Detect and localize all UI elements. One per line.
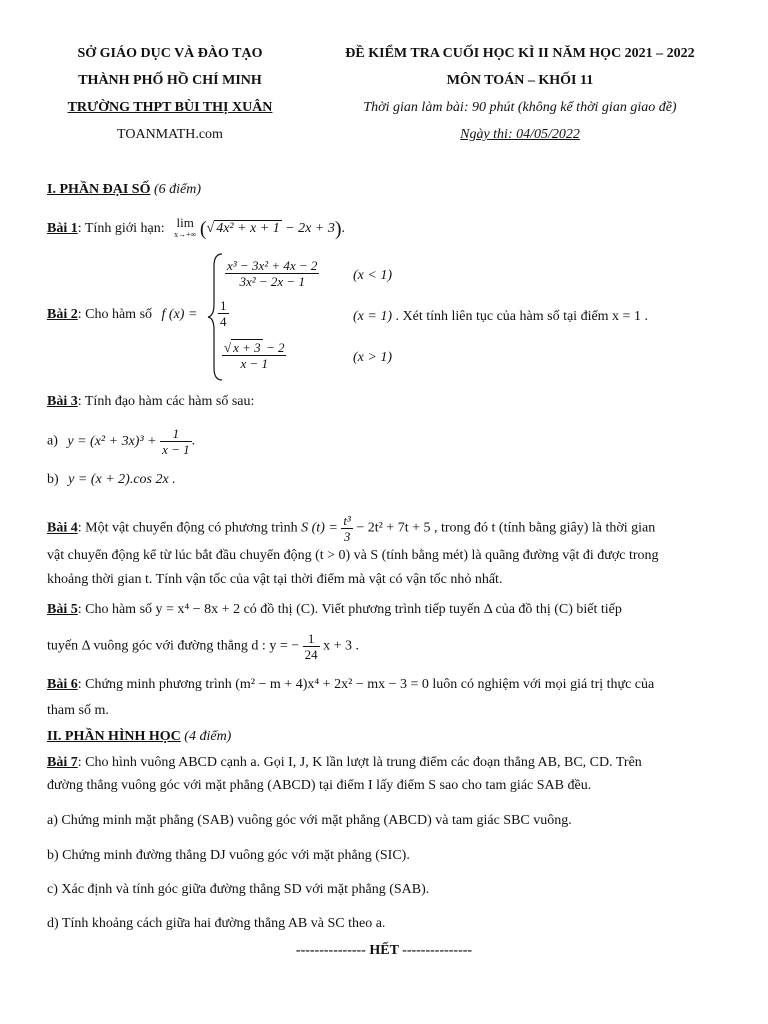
problem-3-text: : Tính đạo hàm các hàm số sau: bbox=[77, 394, 255, 409]
case-2-line bbox=[353, 307, 733, 327]
case-1-denominator: 3x² − 2x − 1 bbox=[239, 274, 305, 289]
case-3-condition: (x > 1) bbox=[353, 350, 392, 365]
problem-5-line-1 bbox=[47, 600, 727, 620]
source-site: TOANMATH.com bbox=[117, 127, 223, 142]
case-3-fraction: $\frac{√ x + 3 - 2}{x - 1}$ bbox=[224, 340, 285, 371]
part1-title: I. PHẦN ĐẠI SỐ bbox=[47, 182, 151, 197]
case-1-fraction bbox=[225, 258, 319, 289]
problem-7-line-2: đường thẳng vuông góc với mặt phẳng (ABCD) tại điểm I lấy điểm S sao cho tam giác SAB đều. bbox=[47, 778, 592, 793]
problem-3a-expr: y = (x² + 3x)³ + bbox=[67, 433, 157, 449]
case-1-numerator: x³ − 3x² + 4x − 2 bbox=[227, 258, 318, 273]
problem-7-line-1 bbox=[47, 753, 727, 773]
problem-2-text: : Cho hàm số bbox=[77, 307, 153, 322]
problem-3b-prefix: b) bbox=[47, 472, 59, 487]
limit-symbol: lim bbox=[176, 215, 194, 230]
case-3-num-tail: − 2 bbox=[265, 340, 285, 355]
school-header bbox=[40, 40, 300, 148]
case-1-condition: (x < 1) bbox=[353, 268, 392, 283]
problem-7a: a) Chứng minh mặt phẳng (SAB) vuông góc với mặt phẳng (ABCD) và tam giác SBC vuông. bbox=[47, 813, 572, 828]
problem-4-function: S (t) = bbox=[301, 520, 338, 536]
problem-3a bbox=[47, 426, 727, 457]
end-marker: --------------- HẾT --------------- bbox=[295, 943, 473, 958]
problem-5-text-3: x + 3 . bbox=[323, 638, 360, 654]
duration: Thời gian làm bài: 90 phút (không kể thời gian giao đề) bbox=[363, 100, 677, 115]
part2-points: (4 điểm) bbox=[184, 729, 232, 744]
problem-7-label: Bài 7 bbox=[47, 755, 78, 770]
problem-4-numerator: t³ bbox=[343, 513, 351, 528]
problem-4-denominator: 3 bbox=[343, 529, 351, 544]
exam-title: ĐỀ KIỂM TRA CUỐI HỌC KÌ II NĂM HỌC 2021 – 2022 bbox=[345, 46, 695, 61]
case-3-denominator: x − 1 bbox=[240, 356, 268, 371]
problem-3a-tail: . bbox=[191, 433, 196, 449]
problem-7c: c) Xác định và tính góc giữa đường thẳng SD với mặt phẳng (SAB). bbox=[47, 882, 430, 897]
problem-6-line-1 bbox=[47, 675, 727, 695]
problem-4-label: Bài 4 bbox=[47, 520, 78, 536]
school-name: TRƯỜNG THPT BÙI THỊ XUÂN bbox=[67, 100, 273, 115]
problem-5-numerator: 1 bbox=[303, 631, 320, 647]
exam-header bbox=[300, 40, 740, 148]
problem-5-line-2 bbox=[47, 631, 727, 662]
department-name: SỞ GIÁO DỤC VÀ ĐÀO TẠO bbox=[77, 46, 263, 61]
problem-3 bbox=[47, 392, 727, 412]
problem-6-text-1: : Chứng minh phương trình (m² − m + 4)x⁴ + 2x² − mx − 3 = 0 luôn có nghiệm với mọi giá trị thực của bbox=[77, 677, 655, 692]
limit-tail: − 2x + 3 bbox=[285, 221, 335, 237]
case-2-numerator: 1 bbox=[220, 298, 227, 313]
part2-heading bbox=[47, 727, 727, 747]
problem-1-text: : Tính giới hạn: bbox=[77, 221, 165, 237]
limit-subscript: x→+∞ bbox=[174, 230, 197, 239]
problem-5-text-2: tuyến Δ vuông góc với đường thẳng d : y = − bbox=[47, 638, 300, 654]
problem-1: Bài 1: Tính giới hạn: lim x→+∞ (√ 4x² + x + 1 − 2x + 3). bbox=[47, 215, 345, 240]
part2-title: II. PHẦN HÌNH HỌC bbox=[47, 729, 181, 744]
problem-7-text-1: : Cho hình vuông ABCD cạnh a. Gọi I, J, K lần lượt là trung điểm các đoạn thẳng AB, BC, CD. Trên bbox=[77, 755, 642, 770]
problem-5-label: Bài 5 bbox=[47, 602, 78, 617]
case-3-radicand: x + 3 bbox=[233, 340, 261, 355]
part1-points: (6 điểm) bbox=[153, 182, 202, 197]
problem-6-label: Bài 6 bbox=[47, 677, 78, 692]
case-2-condition: (x = 1) bbox=[353, 309, 392, 324]
city-name: THÀNH PHỐ HỒ CHÍ MINH bbox=[78, 73, 262, 88]
problem-5-text-1: : Cho hàm số y = x⁴ − 8x + 2 có đồ thị (C). Viết phương trình tiếp tuyến Δ của đồ thị (C) biết tiếp bbox=[77, 602, 622, 617]
problem-3a-prefix: a) bbox=[47, 433, 58, 449]
limit-radicand: 4x² + x + 1 bbox=[216, 221, 280, 237]
problem-2-label: Bài 2 bbox=[47, 307, 78, 322]
part1-heading bbox=[47, 180, 727, 200]
case-2-denominator: 4 bbox=[220, 314, 227, 329]
problem-3a-numerator: 1 bbox=[160, 426, 192, 442]
subject: MÔN TOÁN – KHỐI 11 bbox=[446, 73, 594, 88]
problem-1-label: Bài 1 bbox=[47, 221, 78, 237]
problem-4-line-2: vật chuyển động kể từ lúc bắt đầu chuyển động (t > 0) và S (tính bằng mét) là quãng đường vật đi được trong bbox=[47, 548, 659, 563]
problem-3b-expr: y = (x + 2).cos 2x . bbox=[68, 472, 176, 487]
problem-4-line-3: khoảng thời gian t. Tính vận tốc của vật tại thời điểm mà vật có vận tốc nhỏ nhất. bbox=[47, 572, 503, 587]
function-name: f (x) = bbox=[161, 307, 198, 322]
case-2-fraction bbox=[218, 298, 229, 329]
exam-date: Ngày thi: 04/05/2022 bbox=[460, 127, 580, 142]
case-2-question: . Xét tính liên tục của hàm số tại điểm x = 1 . bbox=[395, 309, 648, 324]
problem-3-label: Bài 3 bbox=[47, 394, 78, 409]
problem-4-line-1 bbox=[47, 513, 727, 544]
problem-7d: d) Tính khoảng cách giữa hai đường thẳng AB và SC theo a. bbox=[47, 916, 386, 931]
problem-6-line-2: tham số m. bbox=[47, 703, 109, 718]
problem-3b bbox=[47, 470, 727, 490]
problem-5-denominator: 24 bbox=[304, 647, 318, 662]
problem-3a-denominator: x − 1 bbox=[162, 442, 190, 457]
problem-4-text-2: − 2t² + 7t + 5 , trong đó t (tính bằng giây) là thời gian bbox=[356, 520, 656, 536]
problem-7b: b) Chứng minh đường thẳng DJ vuông góc với mặt phẳng (SIC). bbox=[47, 848, 410, 863]
problem-4-text-1: : Một vật chuyển động có phương trình bbox=[77, 520, 298, 536]
